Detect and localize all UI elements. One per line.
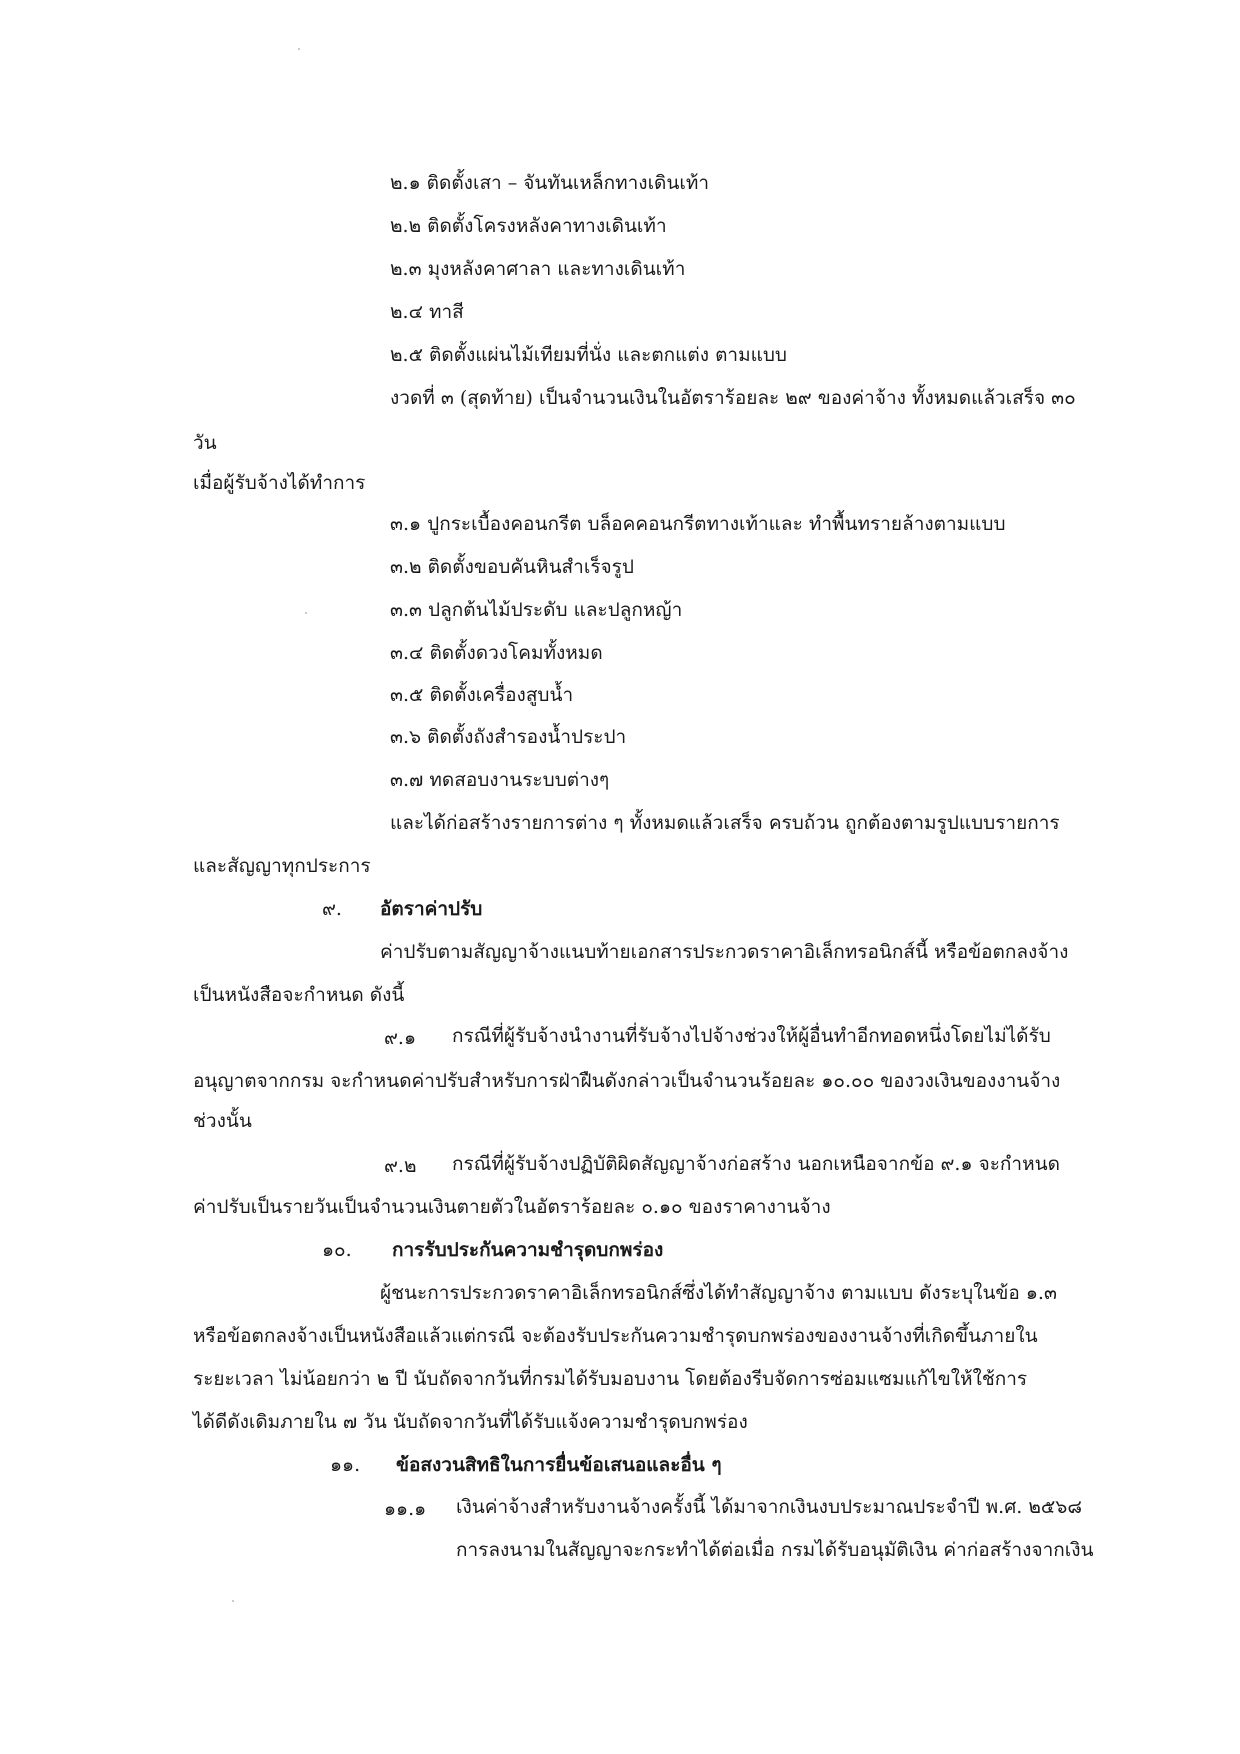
section-11-1-line2: การลงนามในสัญญาจะกระทำได้ต่อเมื่อ กรมได้รับอนุมัติเงิน ค่าก่อสร้างจากเงิน [456,1539,1094,1561]
list-item-2-4: ๒.๔ ทาสี [390,301,464,323]
installment-3-line1: งวดที่ ๓ (สุดท้าย) เป็นจำนวนเงินในอัตราร้อยละ ๒๙ ของค่าจ้าง ทั้งหมดแล้วเสร็จ ๓๐ [390,387,1076,409]
list-item-3-7: ๓.๗ ทดสอบงานระบบต่างๆ [390,769,610,791]
section-11-title: ข้อสงวนสิทธิในการยื่นข้อเสนอและอื่น ๆ [396,1454,722,1476]
section-9-intro2: เป็นหนังสือจะกำหนด ดังนี้ [193,984,405,1006]
installment-3-line3: เมื่อผู้รับจ้างได้ทำการ [193,472,366,494]
section-9-2-line1: กรณีที่ผู้รับจ้างปฏิบัติผิดสัญญาจ้างก่อสร้าง นอกเหนือจากข้อ ๙.๑ จะกำหนด [452,1153,1060,1175]
list-item-2-3: ๒.๓ มุงหลังคาศาลา และทางเดินเท้า [390,258,686,280]
installment-3-line2: วัน [193,432,217,454]
section-10-line3: ระยะเวลา ไม่น้อยกว่า ๒ ปี นับถัดจากวันที่กรมได้รับมอบงาน โดยต้องรีบจัดการซ่อมแซมแก้ไขให้ใช้การ [193,1368,1028,1390]
completion-line2: และสัญญาทุกประการ [193,855,371,877]
scan-speck [232,1600,234,1602]
section-9-1-number: ๙.๑ [384,1027,417,1049]
list-item-2-5: ๒.๕ ติดตั้งแผ่นไม้เทียมที่นั่ง และตกแต่ง ตามแบบ [390,344,787,366]
list-item-3-3: ๓.๓ ปลูกต้นไม้ประดับ และปลูกหญ้า [390,599,683,621]
section-10-line1: ผู้ชนะการประกวดราคาอิเล็กทรอนิกส์ซึ่งได้ทำสัญญาจ้าง ตามแบบ ดังระบุในข้อ ๑.๓ [380,1282,1057,1304]
section-11-1-number: ๑๑.๑ [384,1498,427,1520]
section-9-1-line2: อนุญาตจากกรม จะกำหนดค่าปรับสำหรับการฝ่าฝืนดังกล่าวเป็นจำนวนร้อยละ ๑๐.๐๐ ของวงเงินของงานจ้าง [193,1070,1061,1092]
list-item-2-1: ๒.๑ ติดตั้งเสา – จันทันเหล็กทางเดินเท้า [390,172,710,194]
section-9-1-line1: กรณีที่ผู้รับจ้างนำงานที่รับจ้างไปจ้างช่วงให้ผู้อื่นทำอีกทอดหนึ่งโดยไม่ได้รับ [452,1025,1051,1047]
section-9-intro1: ค่าปรับตามสัญญาจ้างแนบท้ายเอกสารประกวดราคาอิเล็กทรอนิกส์นี้ หรือข้อตกลงจ้าง [380,941,1069,963]
list-item-3-4: ๓.๔ ติดตั้งดวงโคมทั้งหมด [390,642,603,664]
section-9-title: อัตราค่าปรับ [380,898,483,920]
section-11-number: ๑๑. [330,1454,361,1476]
list-item-3-1: ๓.๑ ปูกระเบื้องคอนกรีต บล็อคคอนกรีตทางเท้าและ ทำพื้นทรายล้างตามแบบ [390,513,1006,535]
scan-speck [298,48,300,50]
list-item-3-6: ๓.๖ ติดตั้งถังสำรองน้ำประปา [390,726,627,748]
section-11-1-line1: เงินค่าจ้างสำหรับงานจ้างครั้งนี้ ได้มาจากเงินงบประมาณประจำปี พ.ศ. ๒๕๖๘ [456,1496,1082,1518]
section-10-title: การรับประกันความชำรุดบกพร่อง [392,1239,664,1261]
section-10-number: ๑๐. [322,1239,352,1261]
list-item-2-2: ๒.๒ ติดตั้งโครงหลังคาทางเดินเท้า [390,215,667,237]
list-item-3-2: ๓.๒ ติดตั้งขอบคันหินสำเร็จรูป [390,556,634,578]
section-9-2-number: ๙.๒ [384,1155,417,1177]
section-9-1-line3: ช่วงนั้น [193,1110,252,1132]
completion-line1: และได้ก่อสร้างรายการต่าง ๆ ทั้งหมดแล้วเสร็จ ครบถ้วน ถูกต้องตามรูปแบบรายการ [390,812,1060,834]
section-10-line4: ได้ดีดังเดิมภายใน ๗ วัน นับถัดจากวันที่ได้รับแจ้งความชำรุดบกพร่อง [193,1411,748,1433]
section-9-2-line2: ค่าปรับเป็นรายวันเป็นจำนวนเงินตายตัวในอัตราร้อยละ ๐.๑๐ ของราคางานจ้าง [193,1196,831,1218]
section-10-line2: หรือข้อตกลงจ้างเป็นหนังสือแล้วแต่กรณี จะต้องรับประกันความชำรุดบกพร่องของงานจ้างที่เกิดขึ้นภายใน [193,1325,1038,1347]
scan-speck [305,612,307,614]
list-item-3-5: ๓.๕ ติดตั้งเครื่องสูบน้ำ [390,684,574,706]
section-9-number: ๙. [322,898,342,920]
